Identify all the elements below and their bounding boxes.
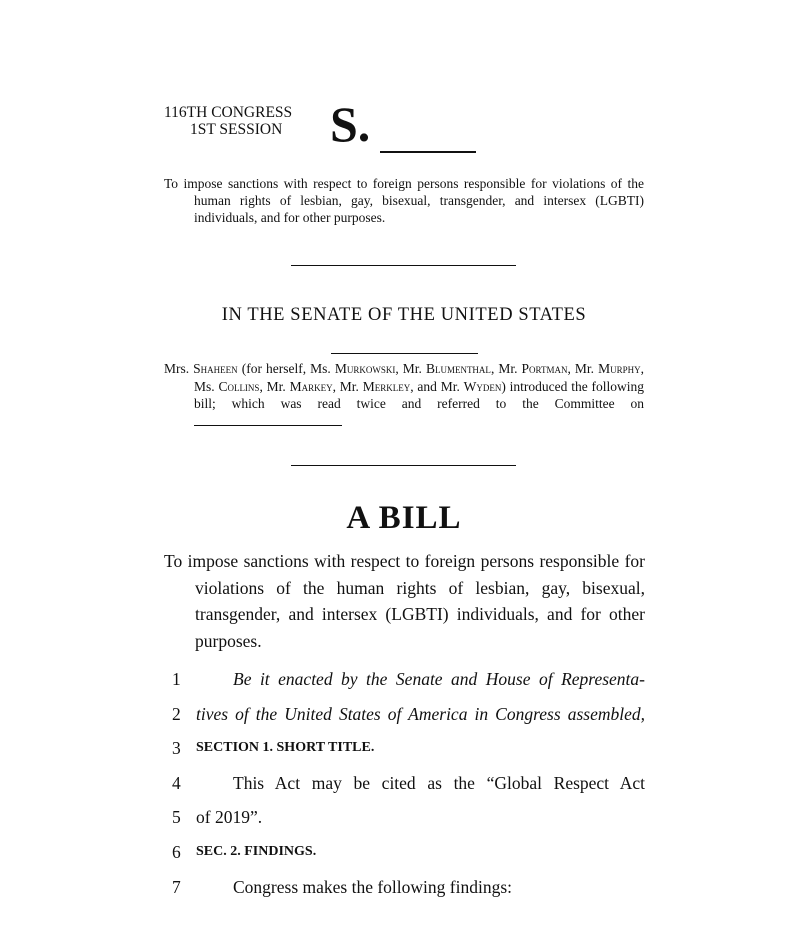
sponsors-paragraph [164, 360, 644, 430]
section-heading: SEC. 2. FINDINGS. [196, 844, 317, 859]
bill-number: S. [330, 96, 371, 152]
line-number: 5 [172, 807, 181, 827]
sponsor-name: Merkley [362, 378, 411, 394]
line-number: 4 [172, 773, 181, 793]
sponsor-name: Collins [218, 378, 260, 394]
enacting-clause: tives of the United States of America in Congress assembled, [196, 704, 645, 724]
short-divider-rule [331, 353, 478, 354]
bill-text: of 2019”. [196, 807, 263, 827]
sponsor-name: Portman [521, 361, 568, 376]
bill-title: A BILL [346, 500, 462, 536]
line-number: 6 [172, 842, 181, 862]
enacting-clause: Be it enacted by the Senate and House of Representa- [233, 669, 645, 689]
sponsor-name: Markey [289, 378, 333, 394]
congress-session-block [164, 104, 292, 138]
bill-text: Congress makes the following findings: [233, 877, 513, 897]
sponsors-text: , Mr. [490, 361, 522, 376]
line-number: 1 [172, 669, 181, 689]
bill-number-blank [380, 151, 476, 153]
bill-line [164, 874, 645, 900]
sponsors-text: ) introduced the following bill; which was read twice and referred to the Committee on [194, 378, 644, 411]
divider-rule [291, 265, 516, 266]
sponsors-text: Mrs. [164, 361, 194, 376]
sponsor-name: Murkowski [334, 361, 396, 376]
bill-line [164, 666, 645, 692]
bill-line [164, 770, 645, 796]
bill-line [164, 701, 645, 727]
chamber-heading: IN THE SENATE OF THE UNITED STATES [221, 305, 587, 325]
sponsors-text: (for herself, Ms. [237, 361, 335, 376]
sponsor-name: Blumenthal [425, 361, 491, 376]
bill-text: This Act may be cited as the “Global Respect Act [233, 773, 645, 793]
bill-summary: To impose sanctions with respect to foreign persons responsible for violations of the human rights of lesbian, gay, bisexual, transgender, and intersex (LGBTI) individuals, and for other purposes. [164, 176, 644, 225]
committee-blank [194, 415, 342, 426]
session-label: 1ST SESSION [190, 121, 283, 138]
divider-rule [291, 465, 516, 466]
bill-line [164, 735, 645, 761]
section-heading: SECTION 1. SHORT TITLE. [196, 740, 375, 755]
sponsors-text: , Mr. [395, 361, 426, 376]
sponsor-name: Murphy [598, 361, 641, 376]
sponsors-text: , Mr. [259, 378, 290, 394]
sponsors-text: , Mr. [332, 378, 363, 394]
sponsors-text: , Ms. [194, 361, 644, 394]
bill-line [164, 839, 645, 865]
line-number: 7 [172, 877, 181, 897]
sponsor-name: Wyden [463, 378, 502, 394]
line-number: 2 [172, 704, 181, 724]
sponsors-text: , and Mr. [410, 378, 464, 394]
congress-label: 116TH CONGRESS [164, 104, 293, 121]
bill-purpose: To impose sanctions with respect to foreign persons responsible for violations of the human rights of lesbian, gay, bisexual, transgender, and intersex (LGBTI) individuals, and for other purposes. [164, 551, 645, 651]
bill-line [164, 804, 645, 830]
sponsors-text: , Mr. [567, 361, 599, 376]
line-number: 3 [172, 738, 181, 758]
sponsor-name: Shaheen [193, 361, 238, 376]
